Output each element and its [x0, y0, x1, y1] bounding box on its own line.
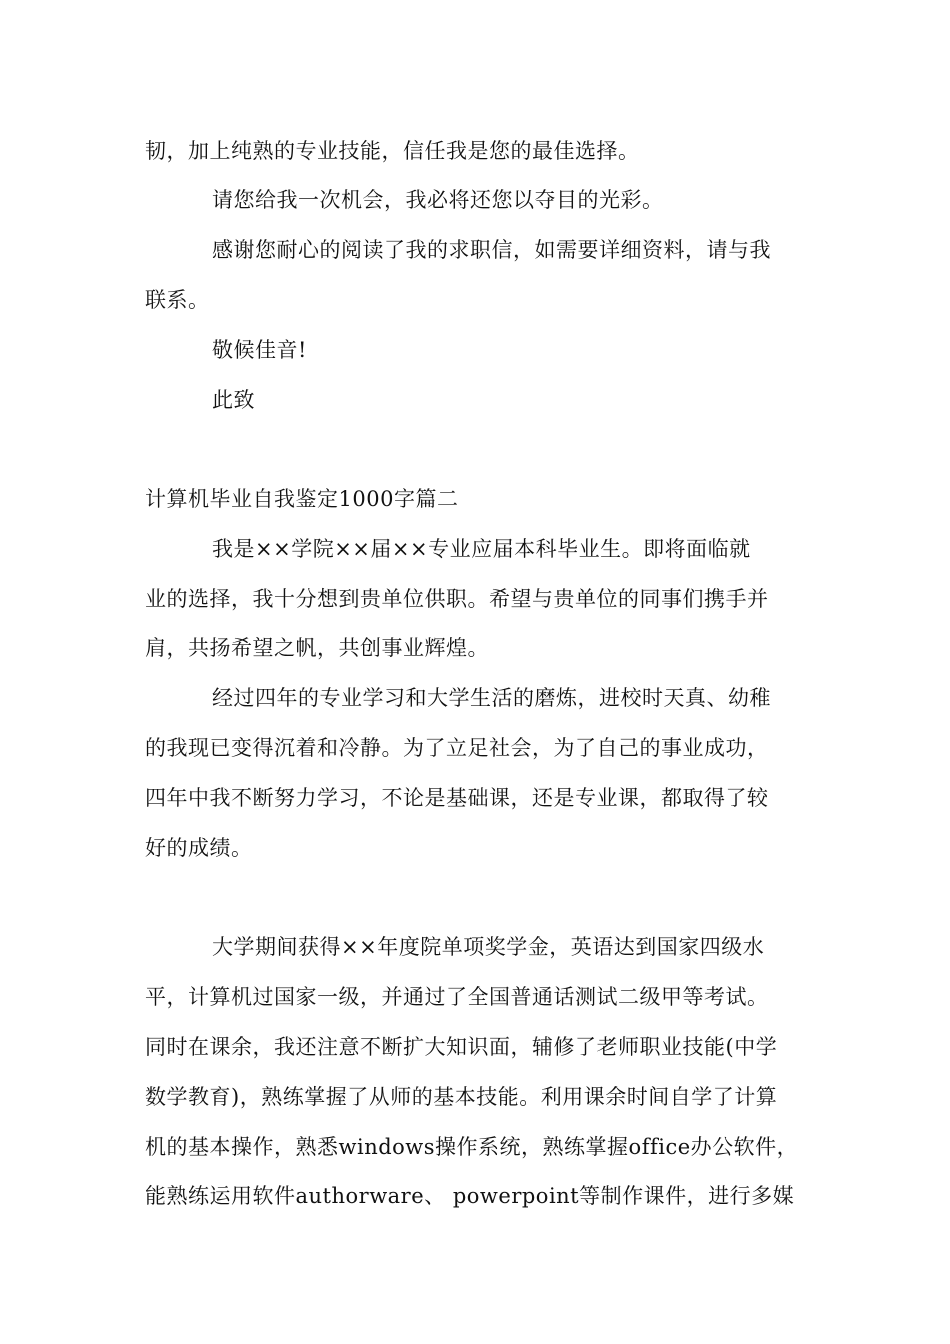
- text-line: 我是××学院××届××专业应届本科毕业生。即将面临就: [212, 537, 751, 561]
- text-line: 平，计算机过国家一级，并通过了全国普通话测试二级甲等考试。: [145, 985, 769, 1009]
- text-line: 数学教育)，熟练掌握了从师的基本技能。利用课余时间自学了计算: [145, 1085, 778, 1109]
- text-line: 韧，加上纯熟的专业技能，信任我是您的最佳选择。: [145, 139, 640, 163]
- text-line: 此致: [212, 388, 255, 412]
- text-line: 同时在课余，我还注意不断扩大知识面，辅修了老师职业技能(中学: [145, 1035, 778, 1059]
- text-line: 四年中我不断努力学习，不论是基础课，还是专业课，都取得了较: [145, 786, 769, 810]
- section-heading: 计算机毕业自我鉴定1000字篇二: [145, 487, 459, 511]
- text-line: 能熟练运用软件authorware、 powerpoint等制作课件，进行多媒: [145, 1184, 795, 1208]
- text-line: 敬候佳音!: [212, 338, 307, 362]
- text-line: 机的基本操作，熟悉windows操作系统，熟练掌握office办公软件，: [145, 1135, 799, 1159]
- text-line: 感谢您耐心的阅读了我的求职信，如需要详细资料，请与我: [212, 238, 771, 262]
- text-line: 的我现已变得沉着和冷静。为了立足社会，为了自己的事业成功，: [145, 736, 769, 760]
- text-line: 业的选择，我十分想到贵单位供职。希望与贵单位的同事们携手并: [145, 587, 769, 611]
- text-line: 肩，共扬希望之帆，共创事业辉煌。: [145, 636, 489, 660]
- text-line: 大学期间获得××年度院单项奖学金，英语达到国家四级水: [212, 935, 765, 959]
- text-line: 经过四年的专业学习和大学生活的磨炼，进校时天真、幼稚: [212, 686, 771, 710]
- text-line: 联系。: [145, 288, 210, 312]
- text-line: 请您给我一次机会，我必将还您以夺目的光彩。: [212, 188, 664, 212]
- text-line: 好的成绩。: [145, 836, 253, 860]
